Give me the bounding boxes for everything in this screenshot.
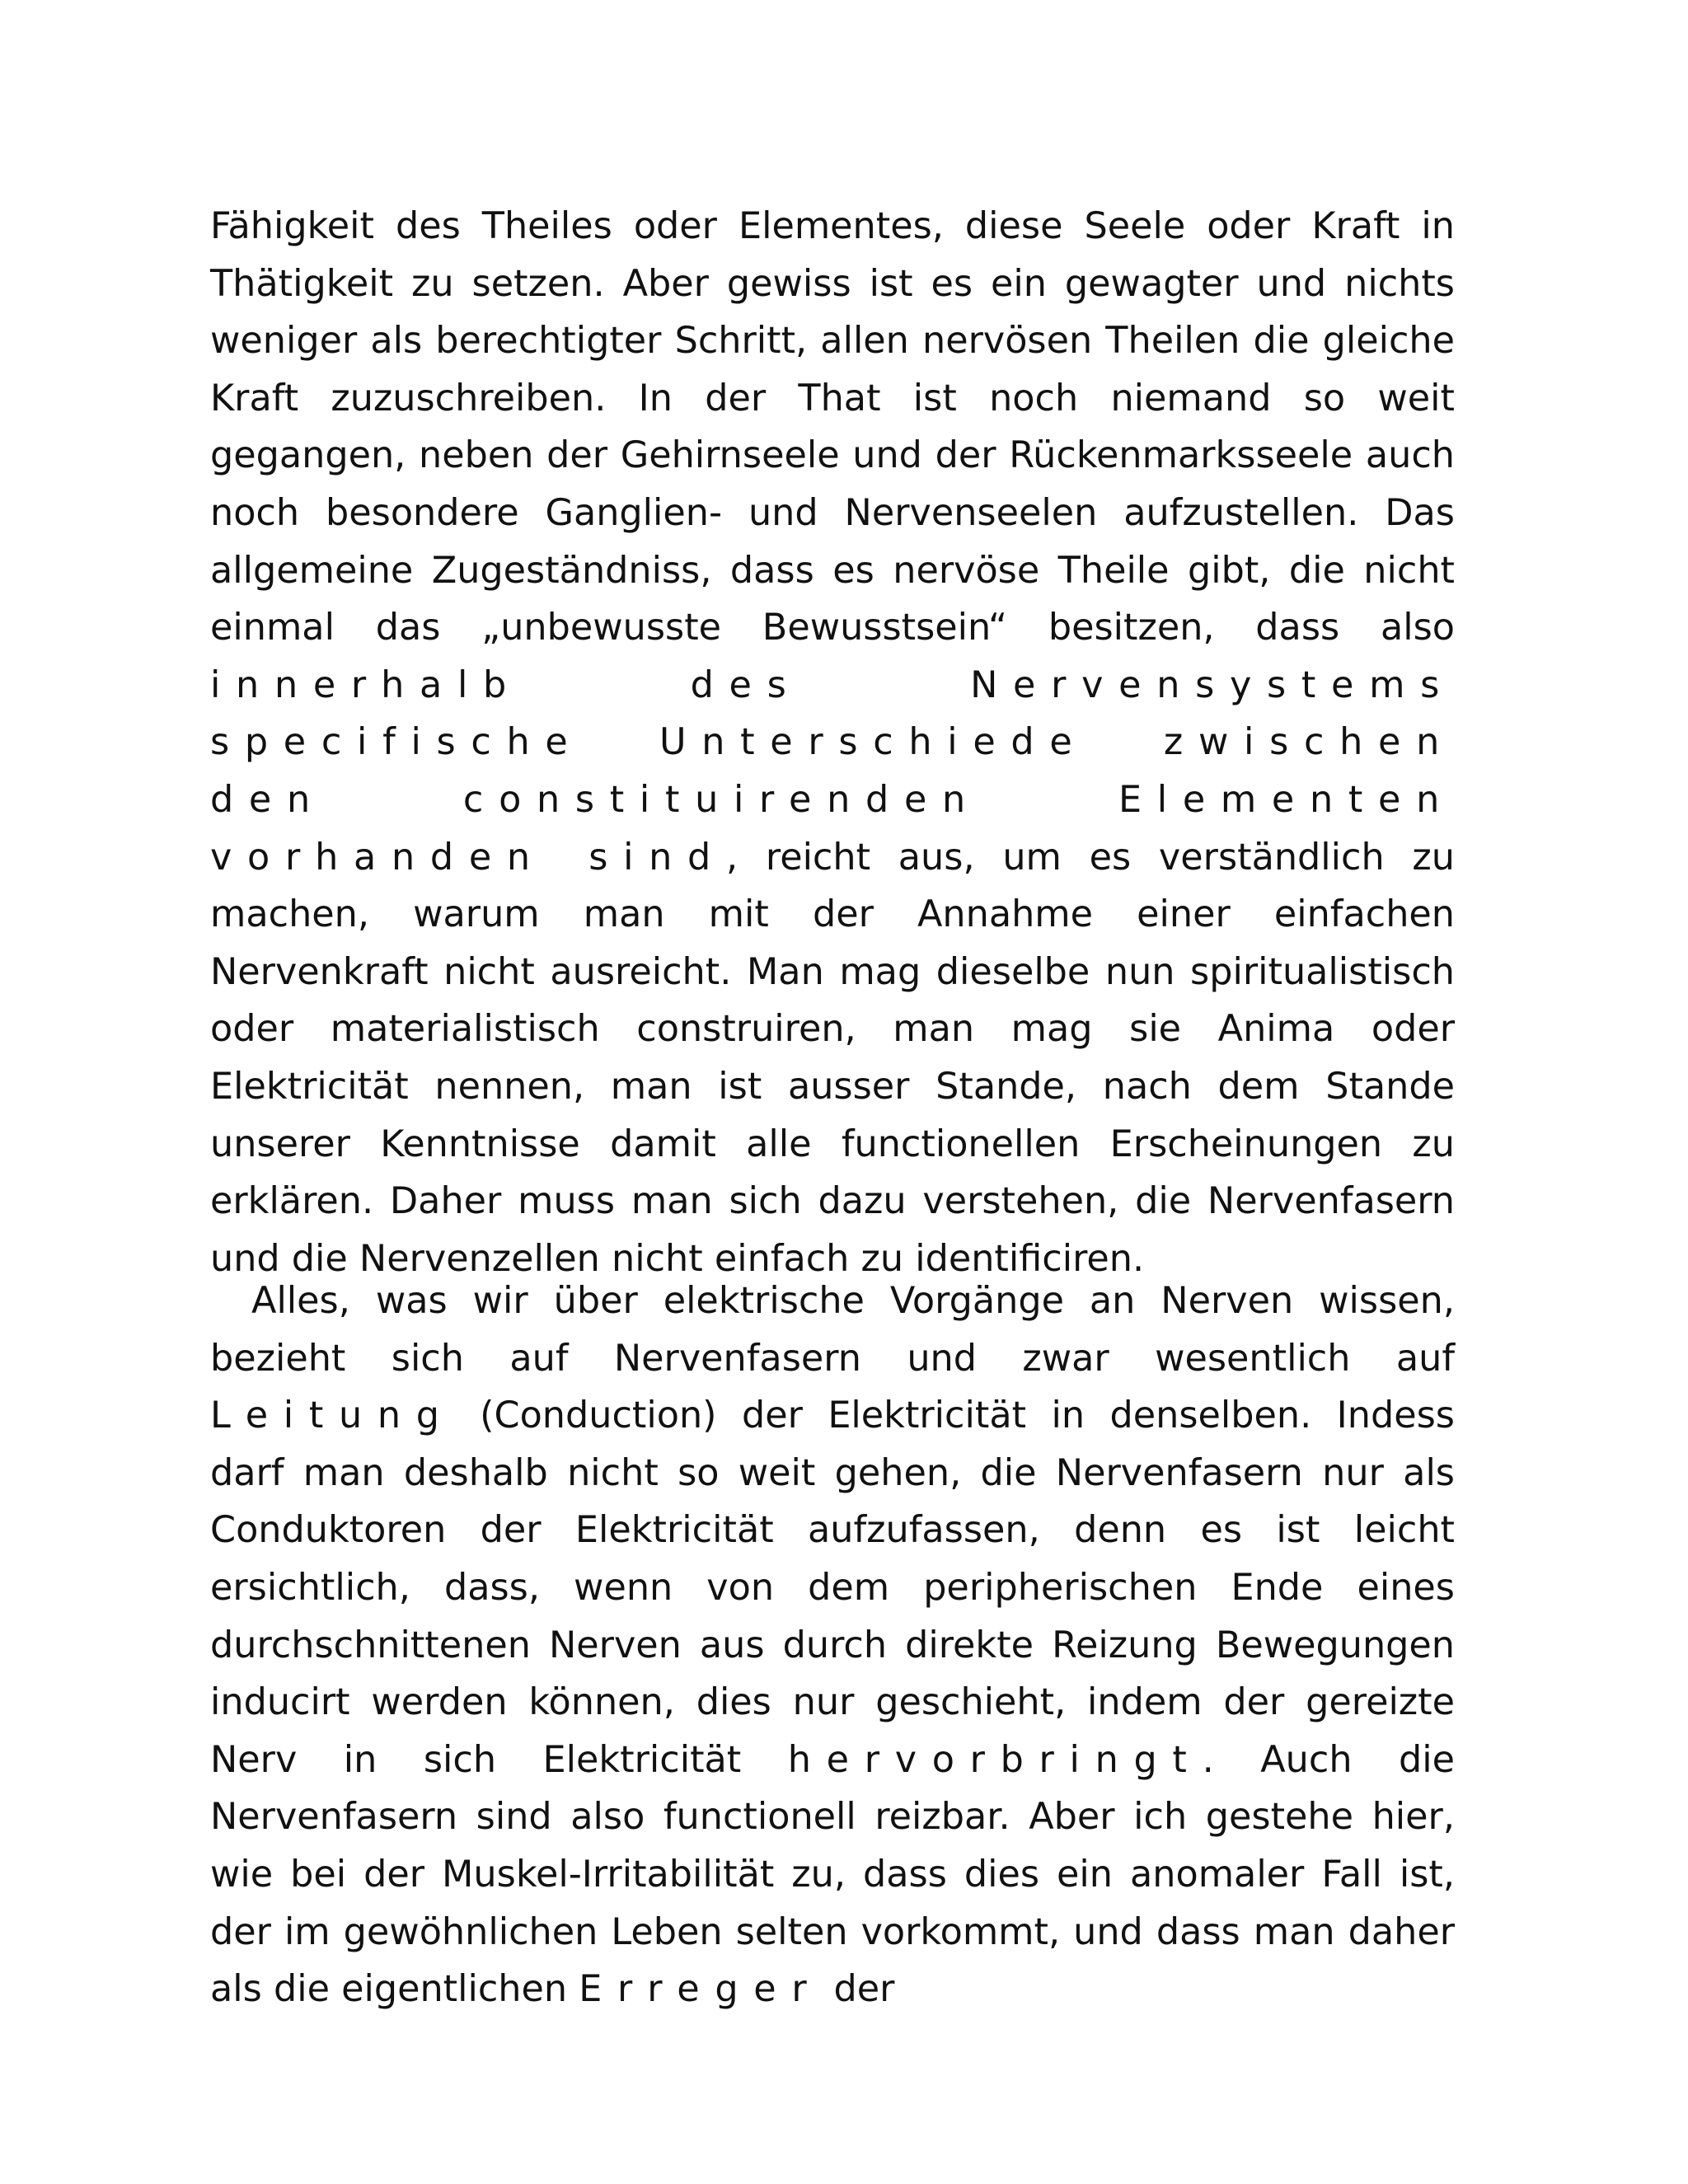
paragraph-1-text-a: Fähigkeit des Theiles oder Elementes, diese Seele oder Kraft in Thätigkeit zu setzen. Aber gewiss ist es ein gewagter und nichts weniger als berechtigter Schritt, allen nervösen Theilen die gleiche Kraft zuzuschreiben. In der That ist noch niemand so weit gegangen, neben der Gehirnseele und der Rückenmarksseele auch noch besondere Ganglien- und Nervenseelen aufzustellen. Das allgemeine Zugeständniss, dass es nervöse Theile gibt, die nicht einmal das „unbewusste Bewusstsein“ besitzen, dass also <box>210 205 1455 649</box>
paragraph-2-text-b: (Conduction) der Elektricität in denselben. Indess darf man deshalb nicht so weit gehen, die Nervenfasern nur als Conduktoren der Elektricität aufzufassen, denn es ist leicht ersichtlich, dass, wenn von dem peripherischen Ende eines durchschnittenen Nerven aus durch direkte Reizung Bewegungen inducirt werden können, dies nur geschieht, indem der gereizte Nerv in sich Elektricität <box>210 1394 1455 1781</box>
paragraph-2-emphasis-hervorbringt: hervorbringt <box>787 1738 1203 1781</box>
paragraph-2-text-a: Alles, was wir über elektrische Vorgänge an Nerven wissen, bezieht sich auf Nervenfasern und zwar wesentlich auf <box>210 1280 1455 1380</box>
paragraph-2-emphasis-leitung: Leitung <box>210 1394 455 1437</box>
paragraph-2-text-d: der <box>822 1968 895 2011</box>
paragraph-2 <box>210 1272 1455 2018</box>
paragraph-2-text-c: . Auch die Nervenfasern sind also functionell reizbar. Aber ich gestehe hier, wie bei der Muskel-Irritabilität zu, dass dies ein anomaler Fall ist, der im gewöhnlichen Leben selten vorkommt, und dass man daher als die eigentlichen <box>210 1738 1455 2011</box>
paragraph-1 <box>210 198 1455 1287</box>
paragraph-1-text-b: , reicht aus, um es verständlich zu machen, warum man mit der Annahme einer einfachen Nervenkraft nicht ausreicht. Man mag dieselbe nun spiritualistisch oder materialistisch construiren, man mag sie Anima oder Elektricität nennen, man ist ausser Stande, nach dem Stande unserer Kenntnisse damit alle functionellen Erscheinungen zu erklären. Daher muss man sich dazu verstehen, die Nervenfasern und die Nervenzellen nicht einfach zu identificiren. <box>210 836 1455 1280</box>
paragraph-2-emphasis-erreger: Erreger <box>579 1968 823 2011</box>
paragraph-1-emphasis: innerhalb des Nervensystems specifische Unterschiede zwischen den constituirenden Elementen vorhanden sind <box>210 663 1455 879</box>
